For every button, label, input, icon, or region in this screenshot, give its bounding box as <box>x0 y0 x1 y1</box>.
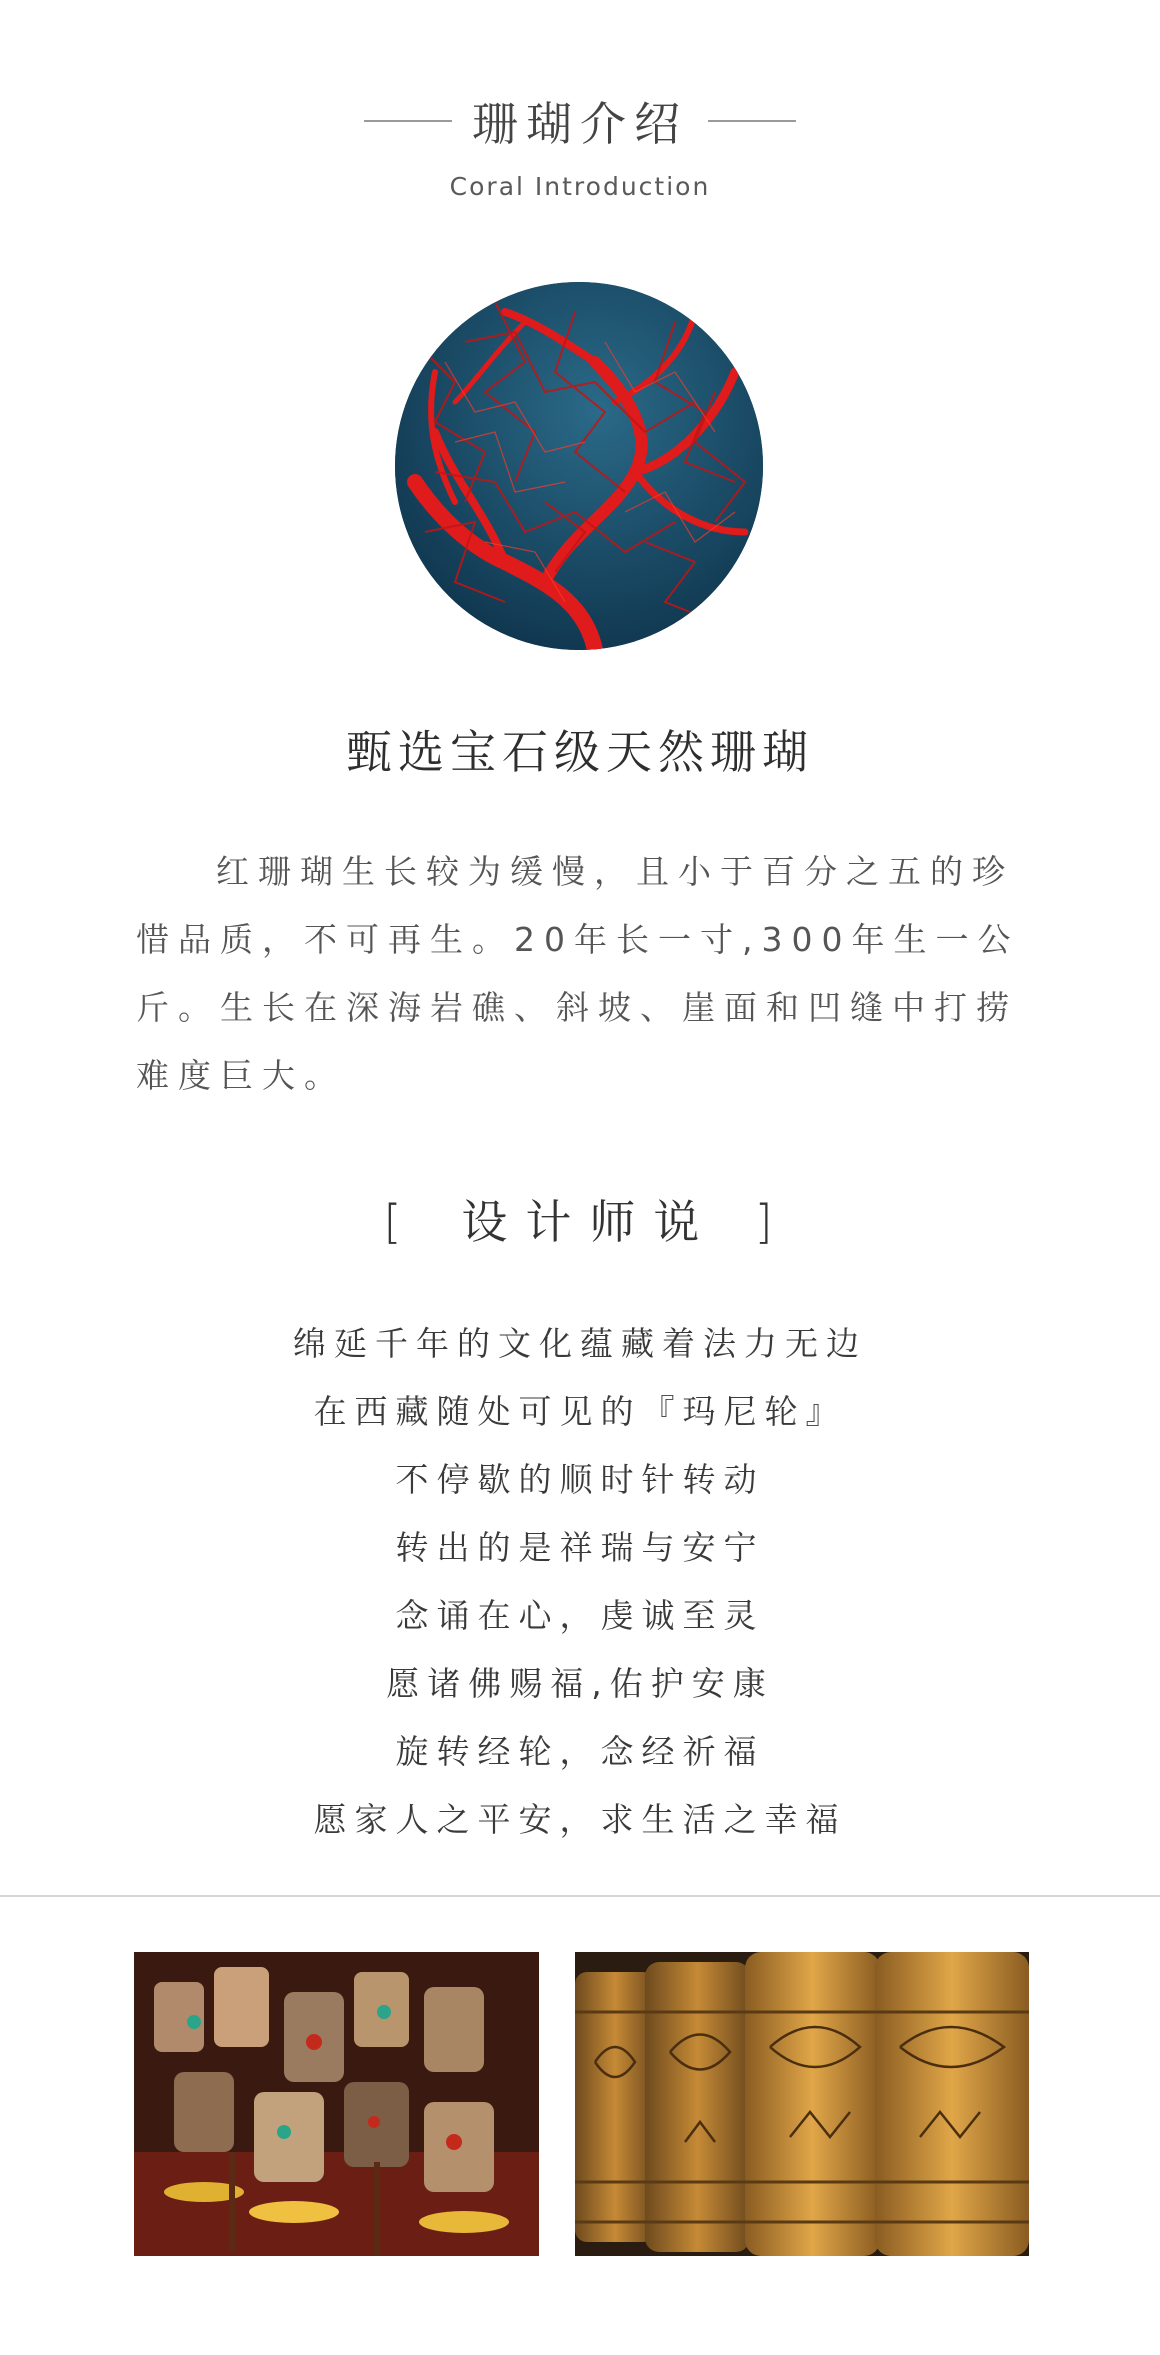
poem-line: 愿诸佛赐福,佑护安康 <box>386 1664 774 1703</box>
poem-line: 绵延千年的文化蕴藏着法力无边 <box>293 1324 867 1363</box>
prayer-wheels-photo-left <box>134 1952 539 2256</box>
header-right-rule <box>708 120 796 122</box>
poem-line: 在西藏随处可见的『玛尼轮』 <box>313 1392 847 1431</box>
designer-poem <box>0 1310 1160 1854</box>
coral-image <box>395 282 763 650</box>
poem-line: 不停歇的顺时针转动 <box>395 1460 765 1499</box>
poem-line: 转出的是祥瑞与安宁 <box>395 1528 765 1567</box>
product-headline: 甄选宝石级天然珊瑚 <box>346 725 814 779</box>
designer-section-title <box>0 1186 1160 1252</box>
section-divider <box>0 1895 1160 1897</box>
bracket-close: ] <box>754 1195 777 1249</box>
section-subtitle: Coral Introduction <box>449 172 711 201</box>
prayer-wheels-photo-right <box>575 1952 1029 2256</box>
header-left-rule <box>364 120 452 122</box>
poem-line: 愿家人之平安，求生活之幸福 <box>313 1800 847 1839</box>
section-title: 珊瑚介绍 <box>472 97 688 151</box>
bracket-open: [ <box>383 1195 406 1249</box>
intro-paragraph: 红珊瑚生长较为缓慢，且小于百分之五的珍惜品质，不可再生。20年长一寸,300年生一公斤。生长在深海岩礁、斜坡、崖面和凹缝中打捞难度巨大。 <box>136 852 1020 1095</box>
poem-line: 念诵在心，虔诚至灵 <box>395 1596 765 1635</box>
designer-title-text: 设计师说 <box>461 1195 718 1249</box>
poem-line: 旋转经轮，念经祈福 <box>395 1732 765 1771</box>
section-header <box>0 88 1160 154</box>
